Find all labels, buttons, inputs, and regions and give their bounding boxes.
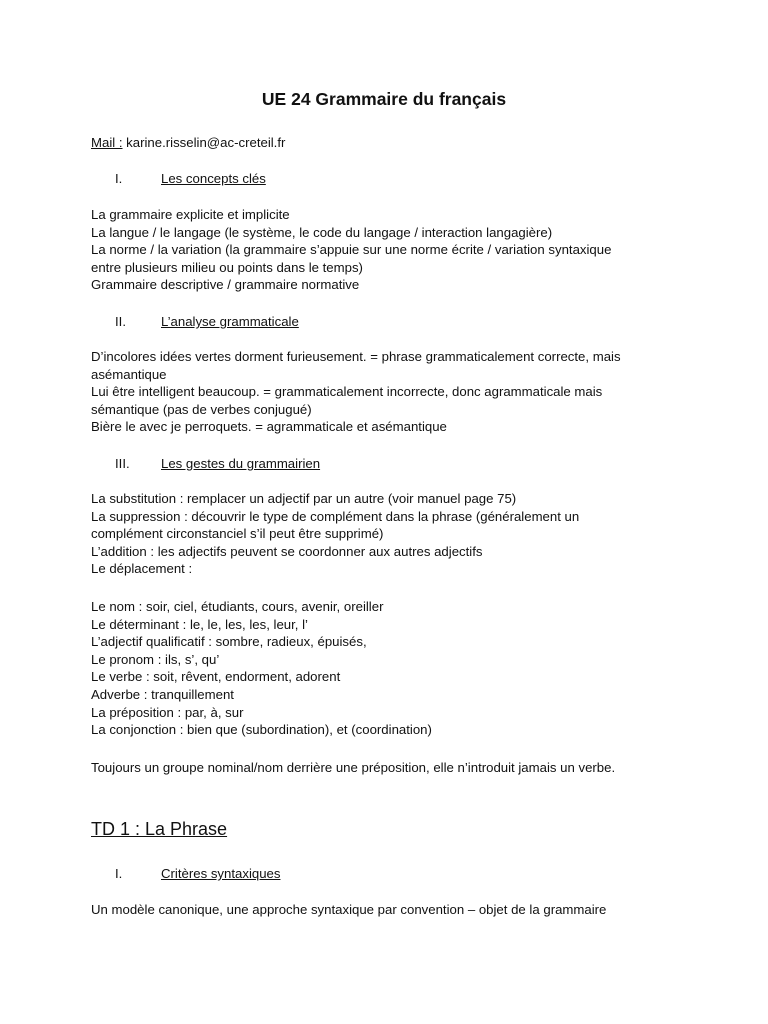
mail-line [91, 134, 285, 152]
list-item: La préposition : par, à, sur [91, 704, 244, 720]
preposition-note [91, 759, 681, 777]
text-line: Bière le avec je perroquets. = agrammaticale et asémantique [91, 419, 447, 435]
section-title: L’analyse grammaticale [161, 314, 299, 329]
list-item: Le déterminant : le, le, les, les, leur, l’ [91, 616, 308, 632]
text-line: D’incolores idées vertes dorment furieusement. = phrase grammaticalement correcte, mais [91, 349, 621, 364]
section-number: III. [115, 456, 130, 471]
text-line: La suppression : découvrir le type de complément dans la phrase (généralement un [91, 508, 580, 524]
text-line: Lui être intelligent beaucoup. = grammaticalement incorrecte, donc agrammaticale mais [91, 384, 603, 400]
list-item: L’adjectif qualificatif : sombre, radieux, épuisés, [91, 634, 367, 650]
word-category-list [91, 598, 681, 739]
td1-title: TD 1 : La Phrase [91, 819, 228, 839]
text-line: entre plusieurs milieu ou points dans le temps) [91, 259, 363, 275]
mail-address: karine.risselin@ac-creteil.fr [122, 135, 286, 150]
section-body-analyse [91, 348, 681, 436]
section-body-gestes [91, 490, 681, 578]
list-item: Le verbe : soit, rêvent, endorment, adorent [91, 669, 341, 685]
list-item: Adverbe : tranquillement [91, 686, 234, 702]
text-line: L’addition : les adjectifs peuvent se coordonner aux autres adjectifs [91, 543, 483, 559]
section-title: Critères syntaxiques [161, 866, 281, 881]
section-number: I. [115, 171, 123, 186]
list-item: Le nom : soir, ciel, étudiants, cours, avenir, oreiller [91, 599, 384, 614]
text-line: Grammaire descriptive / grammaire normative [91, 277, 360, 293]
text-line: La substitution : remplacer un adjectif par un autre (voir manuel page 75) [91, 491, 517, 506]
text-line: asémantique [91, 366, 167, 382]
text-line: La norme / la variation (la grammaire s’appuie sur une norme écrite / variation syntaxique [91, 242, 612, 258]
text-line: sémantique (pas de verbes conjugué) [91, 401, 312, 417]
text-line: Toujours un groupe nominal/nom derrière une préposition, elle n’introduit jamais un verbe. [91, 760, 616, 775]
section-body-concepts [91, 206, 681, 294]
text-line: complément circonstanciel s’il peut être supprimé) [91, 526, 384, 542]
section-body-criteres [91, 901, 681, 919]
section-title: Les concepts clés [161, 171, 266, 186]
mail-label: Mail : [91, 135, 123, 150]
text-line: La grammaire explicite et implicite [91, 207, 290, 222]
section-number: II. [115, 314, 126, 329]
list-item: Le pronom : ils, s’, qu’ [91, 651, 220, 667]
document-title: UE 24 Grammaire du français [261, 89, 507, 109]
text-line: Le déplacement : [91, 561, 193, 577]
section-number: I. [115, 866, 123, 881]
text-line: La langue / le langage (le système, le code du langage / interaction langagière) [91, 224, 553, 240]
text-line: Un modèle canonique, une approche syntaxique par convention – objet de la grammaire [91, 902, 607, 917]
section-title: Les gestes du grammairien [161, 456, 321, 471]
list-item: La conjonction : bien que (subordination), et (coordination) [91, 722, 432, 738]
